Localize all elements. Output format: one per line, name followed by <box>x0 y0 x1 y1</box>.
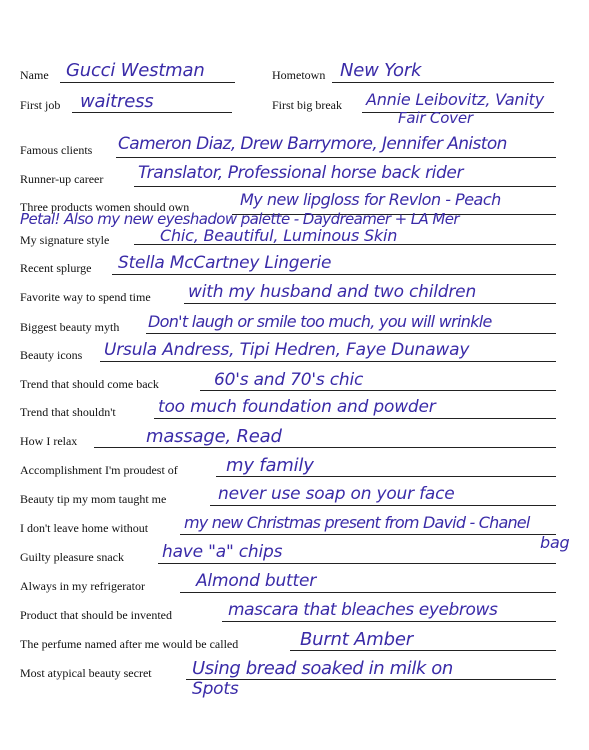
dont-leave-value-1: my new Christmas present from David - Chanel <box>184 513 530 532</box>
refrigerator-line <box>180 592 556 593</box>
accomplishment-value: my family <box>226 455 314 476</box>
beauty-icons-label: Beauty icons <box>20 348 83 362</box>
refrigerator-label: Always in my refrigerator <box>20 579 145 593</box>
trend-back-line <box>200 390 556 391</box>
guilty-snack-label: Guilty pleasure snack <box>20 550 124 564</box>
favorite-way-value: with my husband and two children <box>188 282 477 302</box>
mom-tip-line <box>210 505 556 506</box>
beauty-myth-line <box>146 333 556 334</box>
favorite-way-line <box>184 303 556 304</box>
first-big-break-value-2: Fair Cover <box>398 109 473 127</box>
relax-value: massage, Read <box>146 426 282 447</box>
perfume-line <box>290 650 556 651</box>
atypical-secret-label: Most atypical beauty secret <box>20 666 152 680</box>
trend-shouldnt-line <box>154 418 556 419</box>
invented-label: Product that should be invented <box>20 608 172 622</box>
relax-line <box>94 447 556 448</box>
three-products-value-1: My new lipgloss for Revlon - Peach <box>240 190 501 209</box>
accomplishment-label: Accomplishment I'm proudest of <box>20 463 178 477</box>
name-label: Name <box>20 68 49 82</box>
beauty-icons-line <box>100 361 556 362</box>
three-products-label: Three products women should own <box>20 200 190 214</box>
name-line <box>60 82 235 83</box>
hometown-value: New York <box>340 60 422 81</box>
beauty-myth-label: Biggest beauty myth <box>20 320 120 334</box>
perfume-label: The perfume named after me would be called <box>20 637 239 651</box>
first-big-break-label: First big break <box>272 98 342 112</box>
dont-leave-value-2: bag <box>540 533 570 552</box>
relax-label: How I relax <box>20 434 78 448</box>
refrigerator-value: Almond butter <box>196 571 317 591</box>
runner-up-career-line <box>134 186 556 187</box>
famous-clients-label: Famous clients <box>20 143 93 157</box>
beauty-myth-value: Don't laugh or smile too much, you will wrinkle <box>148 312 492 331</box>
trend-back-label: Trend that should come back <box>20 377 159 391</box>
runner-up-career-label: Runner-up career <box>20 172 104 186</box>
perfume-value: Burnt Amber <box>300 629 413 650</box>
hometown-line <box>332 82 554 83</box>
beauty-icons-value: Ursula Andress, Tipi Hedren, Faye Dunaway <box>104 340 470 360</box>
name-value: Gucci Westman <box>66 60 205 81</box>
hometown-label: Hometown <box>272 68 326 82</box>
famous-clients-value: Cameron Diaz, Drew Barrymore, Jennifer Aniston <box>118 134 507 154</box>
accomplishment-line <box>216 476 556 477</box>
first-job-label: First job <box>20 98 61 112</box>
famous-clients-line <box>116 157 556 158</box>
guilty-snack-line <box>158 563 556 564</box>
trend-shouldnt-value: too much foundation and powder <box>158 397 436 417</box>
mom-tip-label: Beauty tip my mom taught me <box>20 492 167 506</box>
dont-leave-line <box>180 534 556 535</box>
recent-splurge-line <box>112 274 556 275</box>
favorite-way-label: Favorite way to spend time <box>20 290 151 304</box>
recent-splurge-value: Stella McCartney Lingerie <box>118 253 332 273</box>
invented-value: mascara that bleaches eyebrows <box>228 600 498 620</box>
mom-tip-value: never use soap on your face <box>218 484 455 504</box>
runner-up-career-value: Translator, Professional horse back rider <box>138 163 464 183</box>
signature-style-label: My signature style <box>20 233 110 247</box>
first-job-line <box>72 112 232 113</box>
three-products-value-2: Petal! Also my new eyeshadow palette - Daydreamer + LA Mer <box>20 210 459 228</box>
atypical-secret-line <box>186 679 556 680</box>
recent-splurge-label: Recent splurge <box>20 261 92 275</box>
atypical-secret-value-1: Using bread soaked in milk on <box>192 658 453 679</box>
dont-leave-label: I don't leave home without <box>20 521 149 535</box>
first-big-break-value-1: Annie Leibovitz, Vanity <box>366 90 544 109</box>
atypical-secret-value-2: Spots <box>192 679 239 699</box>
guilty-snack-value: have "a" chips <box>162 542 283 562</box>
trend-shouldnt-label: Trend that shouldn't <box>20 405 116 419</box>
trend-back-value: 60's and 70's chic <box>214 370 364 390</box>
first-job-value: waitress <box>80 91 154 112</box>
invented-line <box>222 621 556 622</box>
signature-style-value: Chic, Beautiful, Luminous Skin <box>160 226 398 245</box>
